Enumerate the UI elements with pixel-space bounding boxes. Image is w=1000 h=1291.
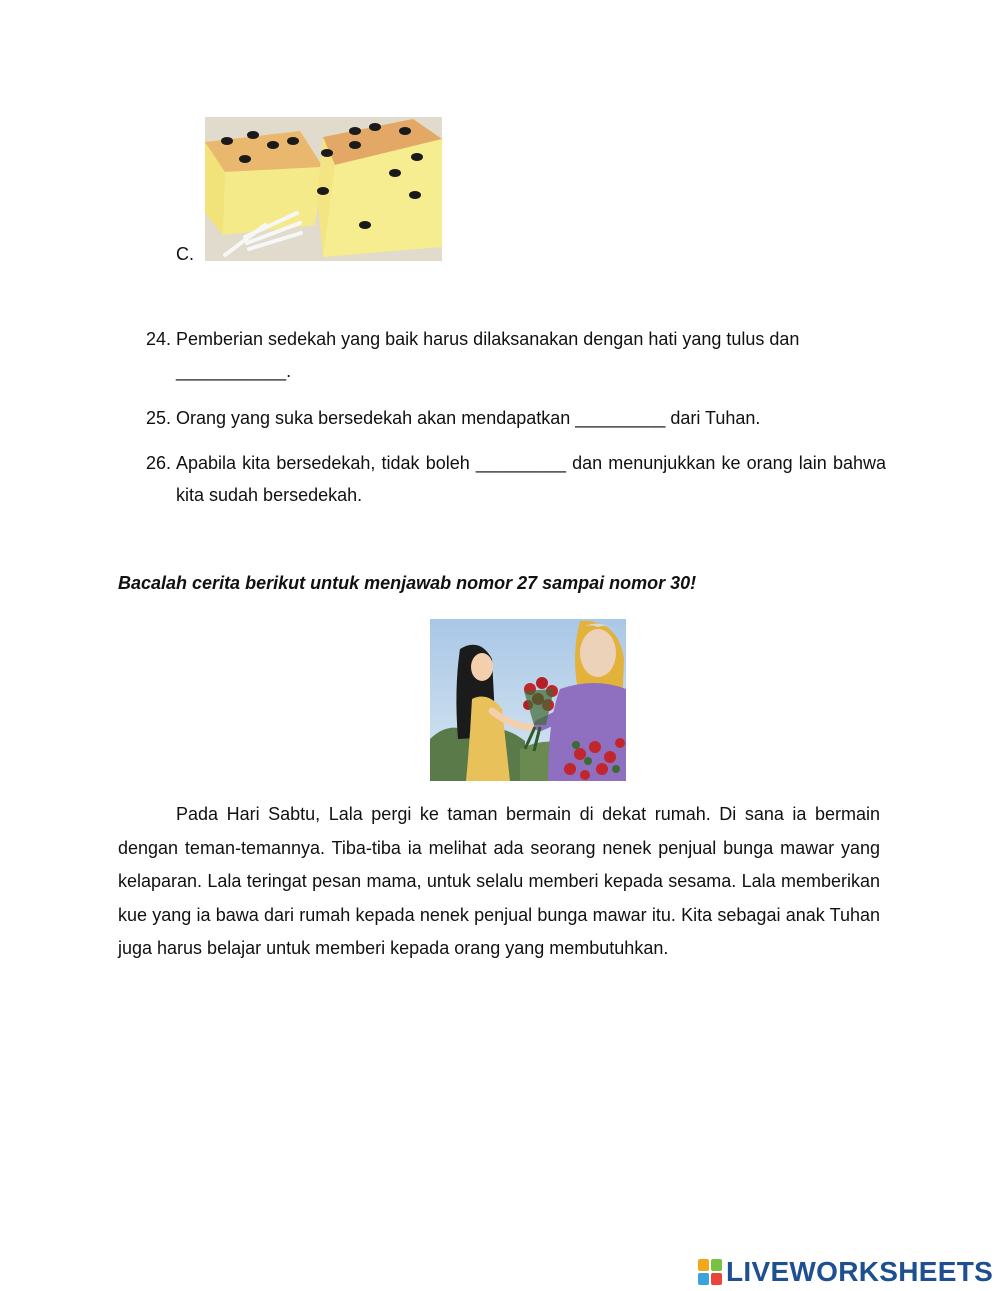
option-c-label: C. bbox=[176, 244, 194, 264]
liveworksheets-logo bbox=[698, 1256, 993, 1288]
story-text: Pada Hari Sabtu, Lala pergi ke taman bermain di dekat rumah. Di sana ia bermain dengan teman-temannya. Tiba-tiba ia melihat ada seorang nenek penjual bunga mawar yang kelaparan. Lala teringat pesan mama, untuk selalu memberi kepada sesama. Lala memberikan kue yang ia bawa dari rumah kepada nenek penjual bunga mawar itu. Kita sebagai anak Tuhan juga harus belajar untuk memberi kepada orang yang membutuhkan. bbox=[118, 804, 880, 959]
question-26 bbox=[146, 447, 886, 511]
story-illustration bbox=[430, 619, 626, 781]
question-24 bbox=[146, 323, 886, 387]
story-paragraph bbox=[118, 798, 880, 966]
question-25 bbox=[146, 402, 886, 434]
reading-instruction: Bacalah cerita berikut untuk menjawab nomor 27 sampai nomor 30! bbox=[118, 573, 697, 593]
question-text: Apabila kita bersedekah, tidak boleh _________ dan menunjukkan ke orang lain bahwa kita sudah bersedekah. bbox=[176, 453, 886, 505]
answer-blank: ___________. bbox=[176, 361, 292, 381]
logo-text: LIVEWORKSHEETS bbox=[726, 1256, 994, 1287]
question-number: 25. bbox=[146, 408, 172, 428]
liveworksheets-logo-icon bbox=[698, 1259, 722, 1285]
question-number: 24. bbox=[146, 329, 172, 349]
question-number: 26. bbox=[146, 453, 172, 473]
question-text: Pemberian sedekah yang baik harus dilaksanakan dengan hati yang tulus dan bbox=[176, 329, 800, 349]
question-text: Orang yang suka bersedekah akan mendapatkan _________ dari Tuhan. bbox=[176, 408, 761, 428]
cake-with-flies-image bbox=[205, 117, 442, 261]
